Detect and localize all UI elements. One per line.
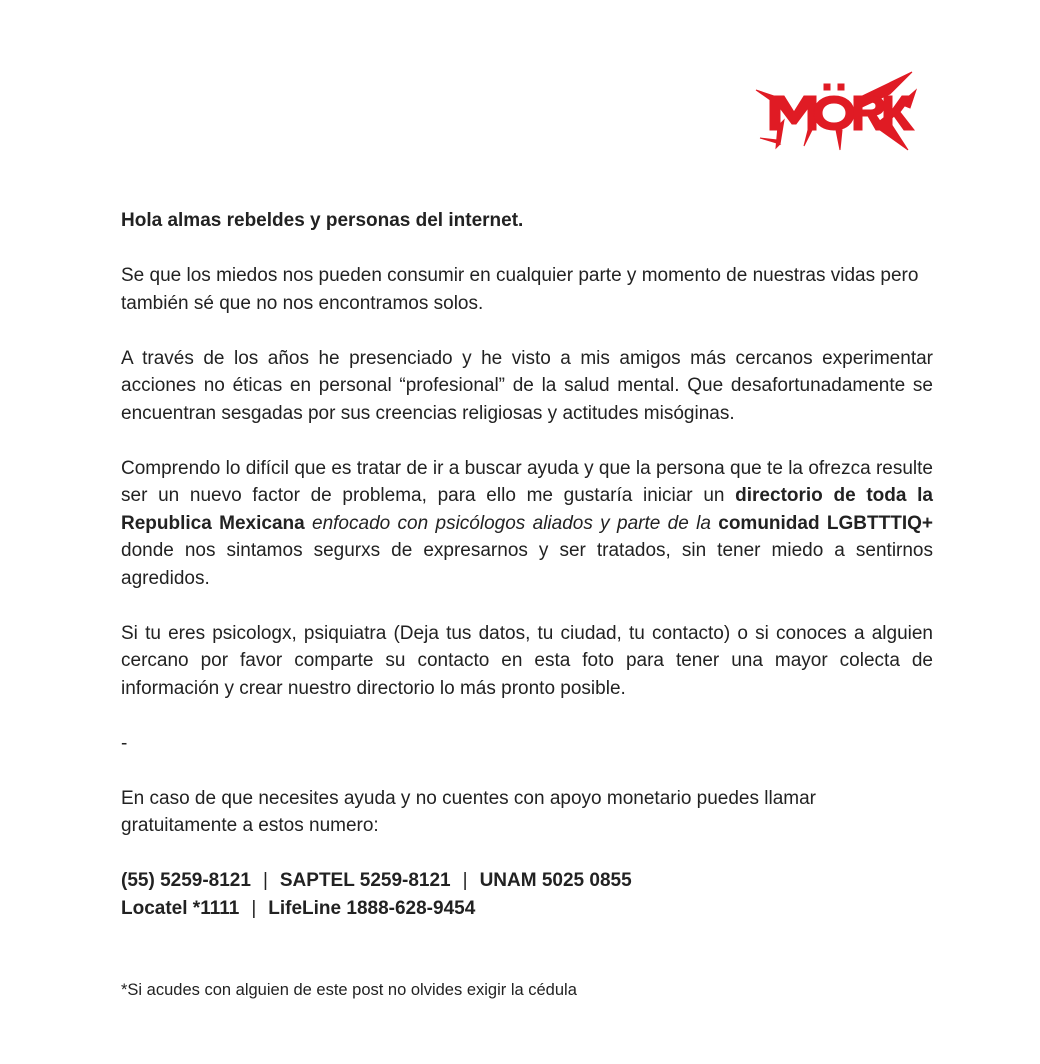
paragraph-call-to-action: Si tu eres psicologx, psiquiatra (Deja tus datos, tu ciudad, tu contacto) o si conoces a alguien cercano por favor comparte su contacto en esta foto para tener una mayor colecta de información y crear nuestro directorio lo más pronto posible.	[121, 622, 933, 699]
phone-separator: |	[462, 870, 468, 891]
community-highlight: comunidad LGBTTTIQ+	[718, 512, 933, 534]
mork-logo	[750, 68, 920, 154]
letter-body	[121, 207, 933, 1002]
phone-lifeline: LifeLine 1888-628-9454	[268, 898, 476, 919]
directory-text-1: Comprendo lo difícil que es tratar de ir a buscar ayuda y que la persona que te la ofrezca resulte ser un nuevo factor de problema, para ello me gustaría iniciar un	[121, 457, 933, 506]
phone-number: (55) 5259-8121	[121, 870, 251, 891]
paragraph-experiences: A través de los años he presenciado y he visto a mis amigos más cercanos experimentar acciones no éticas en personal “profesional” de la salud mental. Que desafortunadamente se encuentran sesgadas por sus creencias religiosas y actitudes misóginas.	[121, 347, 933, 424]
greeting: Hola almas rebeldes y personas del internet.	[121, 210, 524, 231]
directory-highlight: directorio de toda la Republica Mexicana	[121, 485, 933, 534]
phone-locatel: Locatel *1111	[121, 898, 240, 919]
paragraph-help-intro: En caso de que necesites ayuda y no cuentes con apoyo monetario puedes llamar gratuitamente a estos numero:	[121, 787, 817, 836]
directory-italic: enfocado con psicólogos aliados y parte de la	[304, 512, 719, 534]
phone-saptel: SAPTEL 5259-8121	[279, 870, 451, 891]
phone-list	[121, 867, 933, 923]
paragraph-directory	[121, 455, 933, 593]
paragraph-fears: Se que los miedos nos pueden consumir en cualquier parte y momento de nuestras vidas pero también sé que no nos encontramos solos.	[121, 265, 919, 314]
footnote: *Si acudes con alguien de este post no olvides exigir la cédula	[121, 981, 577, 999]
phone-separator: |	[251, 898, 257, 919]
phone-unam: UNAM 5025 0855	[479, 870, 632, 891]
phone-separator: |	[262, 870, 268, 891]
dash-separator: -	[121, 732, 128, 754]
directory-text-2: donde nos sintamos segurxs de expresarnos y ser tratados, sin tener miedo a sentirnos agredidos.	[121, 540, 933, 589]
